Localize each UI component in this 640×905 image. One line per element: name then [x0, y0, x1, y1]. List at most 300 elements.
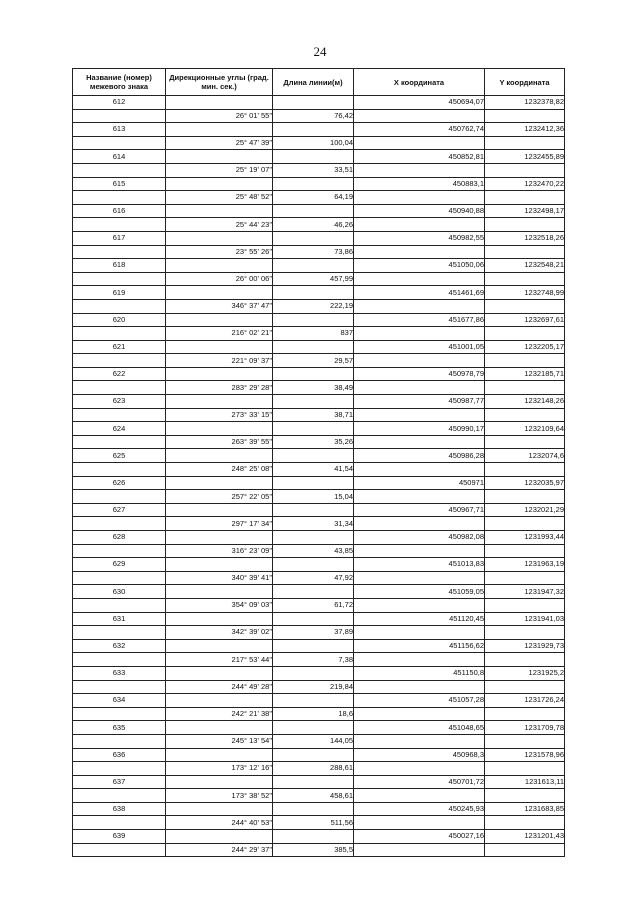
- empty-cell: [73, 218, 166, 232]
- empty-cell: [73, 381, 166, 395]
- y-coordinate: 1232548,21: [485, 259, 565, 273]
- x-coordinate: 450982,08: [354, 531, 485, 545]
- y-coordinate: 1232378,82: [485, 96, 565, 110]
- y-coordinate: 1232035,97: [485, 476, 565, 490]
- point-row: [73, 775, 565, 789]
- empty-cell: [73, 136, 166, 150]
- direction-angle: 173° 12' 16": [166, 762, 273, 776]
- direction-angle: 316° 23' 09": [166, 544, 273, 558]
- segment-row: [73, 490, 565, 504]
- y-coordinate: 1231683,85: [485, 802, 565, 816]
- point-row: [73, 123, 565, 137]
- x-coordinate: 450762,74: [354, 123, 485, 137]
- empty-cell: [73, 843, 166, 857]
- y-coordinate: 1232074,6: [485, 449, 565, 463]
- x-coordinate: 451057,28: [354, 694, 485, 708]
- y-coordinate: 1232412,36: [485, 123, 565, 137]
- x-coordinate: 450978,79: [354, 367, 485, 381]
- direction-angle: 23° 55' 26": [166, 245, 273, 259]
- x-coordinate: 451059,05: [354, 585, 485, 599]
- direction-angle: 221° 09' 37": [166, 354, 273, 368]
- point-row: [73, 802, 565, 816]
- empty-cell: [73, 463, 166, 477]
- point-name: 623: [73, 395, 166, 409]
- direction-angle: 283° 29' 28": [166, 381, 273, 395]
- point-name: 614: [73, 150, 166, 164]
- y-coordinate: 1232697,61: [485, 313, 565, 327]
- empty-cell: [354, 707, 485, 721]
- point-row: [73, 830, 565, 844]
- point-name: 617: [73, 231, 166, 245]
- point-name: 638: [73, 802, 166, 816]
- empty-cell: [166, 286, 273, 300]
- direction-angle: 342° 39' 02": [166, 626, 273, 640]
- empty-cell: [166, 558, 273, 572]
- line-length: 100,04: [273, 136, 354, 150]
- x-coordinate: 451156,62: [354, 639, 485, 653]
- y-coordinate: 1232021,29: [485, 503, 565, 517]
- direction-angle: 340° 39' 41": [166, 571, 273, 585]
- page-number: 24: [313, 44, 327, 59]
- y-coordinate: 1231993,44: [485, 531, 565, 545]
- segment-row: [73, 544, 565, 558]
- empty-cell: [354, 734, 485, 748]
- point-name: 620: [73, 313, 166, 327]
- empty-cell: [354, 191, 485, 205]
- empty-cell: [273, 476, 354, 490]
- segment-row: [73, 789, 565, 803]
- empty-cell: [73, 490, 166, 504]
- x-coordinate: 451048,65: [354, 721, 485, 735]
- empty-cell: [166, 666, 273, 680]
- y-coordinate: 1232748,99: [485, 286, 565, 300]
- empty-cell: [354, 626, 485, 640]
- y-coordinate: 1232148,26: [485, 395, 565, 409]
- point-row: [73, 612, 565, 626]
- empty-cell: [354, 381, 485, 395]
- empty-cell: [273, 748, 354, 762]
- y-coordinate: 1231941,03: [485, 612, 565, 626]
- direction-angle: 263° 39' 55": [166, 435, 273, 449]
- x-coordinate: 451050,06: [354, 259, 485, 273]
- empty-cell: [485, 598, 565, 612]
- point-name: 625: [73, 449, 166, 463]
- line-length: 38,49: [273, 381, 354, 395]
- direction-angle: 354° 09' 03": [166, 598, 273, 612]
- empty-cell: [485, 653, 565, 667]
- empty-cell: [73, 762, 166, 776]
- segment-row: [73, 843, 565, 857]
- point-name: 621: [73, 340, 166, 354]
- x-coordinate: 450694,07: [354, 96, 485, 110]
- segment-row: [73, 109, 565, 123]
- empty-cell: [73, 789, 166, 803]
- empty-cell: [166, 830, 273, 844]
- line-length: 46,26: [273, 218, 354, 232]
- empty-cell: [273, 150, 354, 164]
- y-coordinate: 1232470,22: [485, 177, 565, 191]
- line-length: 43,85: [273, 544, 354, 558]
- empty-cell: [73, 707, 166, 721]
- point-name: 633: [73, 666, 166, 680]
- direction-angle: 273° 33' 15": [166, 408, 273, 422]
- line-length: 41,54: [273, 463, 354, 477]
- empty-cell: [354, 163, 485, 177]
- segment-row: [73, 653, 565, 667]
- y-coordinate: 1232185,71: [485, 367, 565, 381]
- point-name: 628: [73, 531, 166, 545]
- direction-angle: 242° 21' 38": [166, 707, 273, 721]
- direction-angle: 244° 49' 28": [166, 680, 273, 694]
- empty-cell: [485, 354, 565, 368]
- line-length: 35,26: [273, 435, 354, 449]
- empty-cell: [354, 571, 485, 585]
- line-length: 219,84: [273, 680, 354, 694]
- y-coordinate: 1231726,24: [485, 694, 565, 708]
- empty-cell: [485, 707, 565, 721]
- empty-cell: [354, 109, 485, 123]
- segment-row: [73, 218, 565, 232]
- segment-row: [73, 816, 565, 830]
- empty-cell: [166, 123, 273, 137]
- point-row: [73, 395, 565, 409]
- x-coordinate: 451150,8: [354, 666, 485, 680]
- point-row: [73, 150, 565, 164]
- direction-angle: 25° 48' 52": [166, 191, 273, 205]
- empty-cell: [485, 245, 565, 259]
- point-name: 627: [73, 503, 166, 517]
- point-row: [73, 340, 565, 354]
- segment-row: [73, 762, 565, 776]
- empty-cell: [273, 639, 354, 653]
- point-row: [73, 367, 565, 381]
- line-length: 385,5: [273, 843, 354, 857]
- x-coordinate: 450852,81: [354, 150, 485, 164]
- x-coordinate: 451677,86: [354, 313, 485, 327]
- direction-angle: 244° 40' 53": [166, 816, 273, 830]
- line-length: 144,05: [273, 734, 354, 748]
- empty-cell: [273, 721, 354, 735]
- line-length: 47,92: [273, 571, 354, 585]
- empty-cell: [273, 340, 354, 354]
- empty-cell: [273, 830, 354, 844]
- segment-row: [73, 408, 565, 422]
- y-coordinate: 1232498,17: [485, 204, 565, 218]
- empty-cell: [166, 802, 273, 816]
- empty-cell: [166, 639, 273, 653]
- empty-cell: [73, 163, 166, 177]
- point-row: [73, 721, 565, 735]
- empty-cell: [354, 463, 485, 477]
- line-length: 38,71: [273, 408, 354, 422]
- empty-cell: [354, 490, 485, 504]
- point-name: 629: [73, 558, 166, 572]
- segment-row: [73, 245, 565, 259]
- empty-cell: [354, 544, 485, 558]
- y-coordinate: 1232518,26: [485, 231, 565, 245]
- point-row: [73, 748, 565, 762]
- empty-cell: [273, 123, 354, 137]
- y-coordinate: 1231929,73: [485, 639, 565, 653]
- x-coordinate: 451120,45: [354, 612, 485, 626]
- direction-angle: 26° 01' 55": [166, 109, 273, 123]
- empty-cell: [273, 367, 354, 381]
- point-name: 636: [73, 748, 166, 762]
- y-coordinate: 1232205,17: [485, 340, 565, 354]
- empty-cell: [73, 517, 166, 531]
- empty-cell: [73, 408, 166, 422]
- y-coordinate: 1231578,96: [485, 748, 565, 762]
- empty-cell: [273, 286, 354, 300]
- empty-cell: [273, 503, 354, 517]
- point-name: 630: [73, 585, 166, 599]
- empty-cell: [273, 775, 354, 789]
- empty-cell: [73, 299, 166, 313]
- empty-cell: [273, 177, 354, 191]
- empty-cell: [354, 680, 485, 694]
- empty-cell: [73, 435, 166, 449]
- x-coordinate: 450940,88: [354, 204, 485, 218]
- empty-cell: [166, 395, 273, 409]
- point-row: [73, 449, 565, 463]
- point-name: 632: [73, 639, 166, 653]
- empty-cell: [166, 204, 273, 218]
- line-length: 7,38: [273, 653, 354, 667]
- empty-cell: [354, 136, 485, 150]
- point-row: [73, 503, 565, 517]
- empty-cell: [354, 354, 485, 368]
- point-row: [73, 286, 565, 300]
- x-coordinate: 451013,83: [354, 558, 485, 572]
- direction-angle: 25° 44' 23": [166, 218, 273, 232]
- empty-cell: [166, 449, 273, 463]
- empty-cell: [273, 585, 354, 599]
- empty-cell: [166, 177, 273, 191]
- empty-cell: [485, 571, 565, 585]
- line-length: 457,99: [273, 272, 354, 286]
- direction-angle: 26° 00' 06": [166, 272, 273, 286]
- empty-cell: [485, 191, 565, 205]
- line-length: 64,19: [273, 191, 354, 205]
- coordinates-table: [72, 68, 565, 857]
- empty-cell: [273, 694, 354, 708]
- x-coordinate: 450982,55: [354, 231, 485, 245]
- empty-cell: [73, 598, 166, 612]
- empty-cell: [354, 789, 485, 803]
- empty-cell: [166, 503, 273, 517]
- empty-cell: [485, 762, 565, 776]
- direction-angle: 346° 37' 47": [166, 299, 273, 313]
- empty-cell: [273, 259, 354, 273]
- direction-angle: 245° 13' 54": [166, 734, 273, 748]
- direction-angle: 25° 19' 07": [166, 163, 273, 177]
- y-coordinate: 1232455,89: [485, 150, 565, 164]
- empty-cell: [485, 816, 565, 830]
- line-length: 288,61: [273, 762, 354, 776]
- empty-cell: [73, 816, 166, 830]
- header-y: Y координата: [485, 69, 565, 96]
- line-length: 18,6: [273, 707, 354, 721]
- header-angle: Дирекционные углы (град. мин. сек.): [166, 69, 273, 96]
- x-coordinate: 451001,05: [354, 340, 485, 354]
- empty-cell: [166, 748, 273, 762]
- empty-cell: [485, 463, 565, 477]
- segment-row: [73, 571, 565, 585]
- segment-row: [73, 734, 565, 748]
- empty-cell: [354, 327, 485, 341]
- direction-angle: 244° 29' 37": [166, 843, 273, 857]
- empty-cell: [485, 272, 565, 286]
- segment-row: [73, 517, 565, 531]
- line-length: 31,34: [273, 517, 354, 531]
- empty-cell: [166, 612, 273, 626]
- segment-row: [73, 191, 565, 205]
- empty-cell: [485, 163, 565, 177]
- segment-row: [73, 136, 565, 150]
- x-coordinate: 450027,16: [354, 830, 485, 844]
- direction-angle: 217° 53' 44": [166, 653, 273, 667]
- empty-cell: [485, 544, 565, 558]
- empty-cell: [73, 191, 166, 205]
- empty-cell: [354, 299, 485, 313]
- empty-cell: [166, 585, 273, 599]
- y-coordinate: 1231947,32: [485, 585, 565, 599]
- line-length: 29,57: [273, 354, 354, 368]
- empty-cell: [354, 218, 485, 232]
- line-length: 222,19: [273, 299, 354, 313]
- empty-cell: [73, 544, 166, 558]
- header-x: X координата: [354, 69, 485, 96]
- point-row: [73, 96, 565, 110]
- empty-cell: [354, 762, 485, 776]
- empty-cell: [273, 666, 354, 680]
- empty-cell: [166, 422, 273, 436]
- line-length: 511,56: [273, 816, 354, 830]
- x-coordinate: 450245,93: [354, 802, 485, 816]
- line-length: 837: [273, 327, 354, 341]
- segment-row: [73, 163, 565, 177]
- point-row: [73, 476, 565, 490]
- empty-cell: [166, 96, 273, 110]
- point-row: [73, 204, 565, 218]
- empty-cell: [485, 218, 565, 232]
- point-row: [73, 694, 565, 708]
- x-coordinate: 450990,17: [354, 422, 485, 436]
- empty-cell: [485, 109, 565, 123]
- empty-cell: [485, 626, 565, 640]
- header-length: Длина линии(м): [273, 69, 354, 96]
- empty-cell: [166, 476, 273, 490]
- empty-cell: [273, 313, 354, 327]
- point-row: [73, 313, 565, 327]
- line-length: 76,42: [273, 109, 354, 123]
- empty-cell: [166, 721, 273, 735]
- point-name: 613: [73, 123, 166, 137]
- empty-cell: [273, 558, 354, 572]
- empty-cell: [273, 422, 354, 436]
- point-name: 618: [73, 259, 166, 273]
- empty-cell: [73, 653, 166, 667]
- empty-cell: [273, 612, 354, 626]
- empty-cell: [485, 408, 565, 422]
- point-name: 637: [73, 775, 166, 789]
- empty-cell: [485, 490, 565, 504]
- segment-row: [73, 327, 565, 341]
- point-name: 631: [73, 612, 166, 626]
- empty-cell: [485, 136, 565, 150]
- empty-cell: [354, 816, 485, 830]
- y-coordinate: 1231709,78: [485, 721, 565, 735]
- line-length: 33,51: [273, 163, 354, 177]
- point-name: 616: [73, 204, 166, 218]
- x-coordinate: 450968,3: [354, 748, 485, 762]
- point-row: [73, 177, 565, 191]
- empty-cell: [485, 299, 565, 313]
- segment-row: [73, 435, 565, 449]
- empty-cell: [485, 517, 565, 531]
- x-coordinate: 450971: [354, 476, 485, 490]
- empty-cell: [73, 354, 166, 368]
- x-coordinate: 450701,72: [354, 775, 485, 789]
- point-row: [73, 639, 565, 653]
- empty-cell: [273, 204, 354, 218]
- empty-cell: [354, 843, 485, 857]
- empty-cell: [273, 449, 354, 463]
- empty-cell: [73, 571, 166, 585]
- empty-cell: [166, 150, 273, 164]
- point-name: 619: [73, 286, 166, 300]
- point-name: 612: [73, 96, 166, 110]
- empty-cell: [485, 435, 565, 449]
- point-row: [73, 585, 565, 599]
- header-name: Название (номер) межевого знака: [73, 69, 166, 96]
- point-name: 626: [73, 476, 166, 490]
- empty-cell: [73, 272, 166, 286]
- line-length: 73,86: [273, 245, 354, 259]
- x-coordinate: 450987,77: [354, 395, 485, 409]
- x-coordinate: 450967,71: [354, 503, 485, 517]
- segment-row: [73, 299, 565, 313]
- line-length: 15,04: [273, 490, 354, 504]
- point-name: 622: [73, 367, 166, 381]
- direction-angle: 257° 22' 05": [166, 490, 273, 504]
- direction-angle: 25° 47' 39": [166, 136, 273, 150]
- empty-cell: [166, 694, 273, 708]
- empty-cell: [354, 598, 485, 612]
- empty-cell: [485, 734, 565, 748]
- empty-cell: [485, 381, 565, 395]
- empty-cell: [73, 626, 166, 640]
- point-row: [73, 558, 565, 572]
- direction-angle: 216° 02' 21": [166, 327, 273, 341]
- segment-row: [73, 354, 565, 368]
- point-name: 624: [73, 422, 166, 436]
- direction-angle: 297° 17' 34": [166, 517, 273, 531]
- empty-cell: [273, 802, 354, 816]
- empty-cell: [166, 313, 273, 327]
- segment-row: [73, 463, 565, 477]
- empty-cell: [354, 517, 485, 531]
- empty-cell: [485, 327, 565, 341]
- point-name: 635: [73, 721, 166, 735]
- empty-cell: [73, 734, 166, 748]
- empty-cell: [354, 245, 485, 259]
- empty-cell: [354, 408, 485, 422]
- empty-cell: [354, 435, 485, 449]
- table-body: [73, 96, 565, 857]
- empty-cell: [485, 789, 565, 803]
- empty-cell: [166, 259, 273, 273]
